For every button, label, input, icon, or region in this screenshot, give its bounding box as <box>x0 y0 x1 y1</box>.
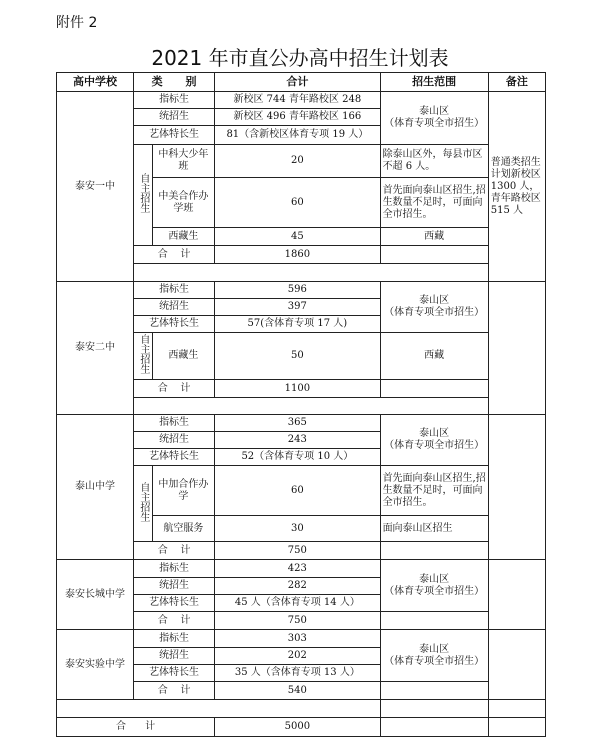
count-cell: 365 <box>215 415 380 432</box>
category-cell: 指标生 <box>133 560 214 578</box>
count-cell: 新校区 744 青年路校区 248 <box>215 92 380 109</box>
header-category: 类 别 <box>133 73 214 92</box>
count-cell: 45 <box>215 228 380 246</box>
grand-total-value: 5000 <box>215 718 380 737</box>
school-name: 泰安长城中学 <box>57 560 134 630</box>
count-cell: 52（含体育专项 10 人） <box>215 449 380 466</box>
count-cell: 35 人（含体育专项 13 人） <box>215 665 380 682</box>
header-scope: 招生范围 <box>380 73 488 92</box>
scope-cell: 首先面向泰山区招生,招生数量不足时，可面向全市招生。 <box>380 178 488 228</box>
subtotal-label: 合 计 <box>133 542 214 560</box>
scope-cell: 泰山区 （体育专项全市招生） <box>380 630 488 682</box>
subtotal-value: 1860 <box>215 246 380 264</box>
scope-cell: 除泰山区外，每县市区不超 6 人。 <box>380 145 488 178</box>
count-cell: 60 <box>215 178 380 228</box>
category-cell: 中科大少年班 <box>152 145 214 178</box>
table-row <box>57 92 546 109</box>
zizhu-label: 自主招生 <box>133 466 152 542</box>
page-title: 2021 年市直公办高中招生计划表 <box>151 46 449 70</box>
count-cell: 新校区 496 青年路校区 166 <box>215 109 380 126</box>
scope-cell <box>380 682 488 700</box>
note-cell <box>488 415 545 560</box>
category-cell: 统招生 <box>133 578 214 595</box>
subtotal-value: 750 <box>215 612 380 630</box>
subtotal-label: 合 计 <box>133 246 214 264</box>
category-cell: 统招生 <box>133 299 214 316</box>
grand-total-label: 合 计 <box>57 718 215 737</box>
category-cell: 中加合作办学 <box>152 466 214 516</box>
table-row <box>57 415 546 432</box>
scope-cell: 西藏 <box>380 228 488 246</box>
count-cell: 45 人（含体育专项 14 人） <box>215 595 380 612</box>
scope-cell: 西藏 <box>380 333 488 380</box>
count-cell: 423 <box>215 560 380 578</box>
table-row <box>57 700 546 718</box>
scope-cell: 泰山区 （体育专项全市招生） <box>380 415 488 466</box>
count-cell: 60 <box>215 466 380 516</box>
scope-cell <box>380 612 488 630</box>
scope-cell <box>380 542 488 560</box>
spacer-cell <box>133 398 488 415</box>
count-cell: 202 <box>215 648 380 665</box>
category-cell: 指标生 <box>133 630 214 648</box>
scope-cell: 首先面向泰山区招生,招生数量不足时，可面向全市招生。 <box>380 466 488 516</box>
scope-cell <box>380 718 488 737</box>
header-note: 备注 <box>488 73 545 92</box>
count-cell: 50 <box>215 333 380 380</box>
scope-cell: 面向泰山区招生 <box>380 516 488 542</box>
count-cell: 30 <box>215 516 380 542</box>
count-cell: 303 <box>215 630 380 648</box>
category-cell: 中美合作办学班 <box>152 178 214 228</box>
category-cell: 艺体特长生 <box>133 595 214 612</box>
scope-cell: 泰山区 （体育专项全市招生） <box>380 560 488 612</box>
category-cell: 艺体特长生 <box>133 449 214 466</box>
school-name: 泰安二中 <box>57 282 134 415</box>
scope-cell <box>380 700 488 718</box>
note-cell <box>488 700 545 718</box>
spacer-cell <box>57 700 381 718</box>
scope-cell: 泰山区 （体育专项全市招生） <box>380 92 488 145</box>
note-cell <box>488 630 545 700</box>
category-cell: 西藏生 <box>152 333 214 380</box>
table-row <box>57 282 546 299</box>
note-cell <box>488 282 545 415</box>
category-cell: 航空服务 <box>152 516 214 542</box>
attachment-label: 附件 2 <box>56 15 98 31</box>
category-cell: 统招生 <box>133 432 214 449</box>
subtotal-label: 合 计 <box>133 682 214 700</box>
grand-total-row <box>57 718 546 737</box>
table-row <box>57 630 546 648</box>
zizhu-label: 自主招生 <box>133 145 152 246</box>
header-row <box>57 73 546 92</box>
subtotal-value: 750 <box>215 542 380 560</box>
count-cell: 57(含体育专项 17 人) <box>215 316 380 333</box>
count-cell: 397 <box>215 299 380 316</box>
note-cell <box>488 718 545 737</box>
category-cell: 统招生 <box>133 109 214 126</box>
scope-cell <box>380 380 488 398</box>
scope-cell <box>380 246 488 264</box>
category-cell: 指标生 <box>133 92 214 109</box>
count-cell: 81（含新校区体育专项 19 人） <box>215 126 380 145</box>
spacer-cell <box>133 264 488 282</box>
count-cell: 282 <box>215 578 380 595</box>
subtotal-label: 合 计 <box>133 380 214 398</box>
school-name: 泰山中学 <box>57 415 134 560</box>
category-cell: 艺体特长生 <box>133 316 214 333</box>
table-row <box>57 560 546 578</box>
zizhu-label: 自主招生 <box>133 333 152 380</box>
subtotal-value: 540 <box>215 682 380 700</box>
category-cell: 西藏生 <box>152 228 214 246</box>
header-total: 合计 <box>215 73 380 92</box>
school-name: 泰安一中 <box>57 92 134 282</box>
category-cell: 艺体特长生 <box>133 126 214 145</box>
note-cell <box>488 560 545 630</box>
note-cell: 普通类招生计划新校区 1300 人，青年路校区 515 人 <box>488 92 545 282</box>
school-name: 泰安实验中学 <box>57 630 134 700</box>
subtotal-label: 合 计 <box>133 612 214 630</box>
subtotal-value: 1100 <box>215 380 380 398</box>
category-cell: 指标生 <box>133 282 214 299</box>
count-cell: 243 <box>215 432 380 449</box>
count-cell: 596 <box>215 282 380 299</box>
category-cell: 指标生 <box>133 415 214 432</box>
category-cell: 艺体特长生 <box>133 665 214 682</box>
scope-cell: 泰山区 （体育专项全市招生） <box>380 282 488 333</box>
count-cell: 20 <box>215 145 380 178</box>
header-school: 高中学校 <box>57 73 134 92</box>
enrollment-plan-table <box>56 72 546 737</box>
category-cell: 统招生 <box>133 648 214 665</box>
